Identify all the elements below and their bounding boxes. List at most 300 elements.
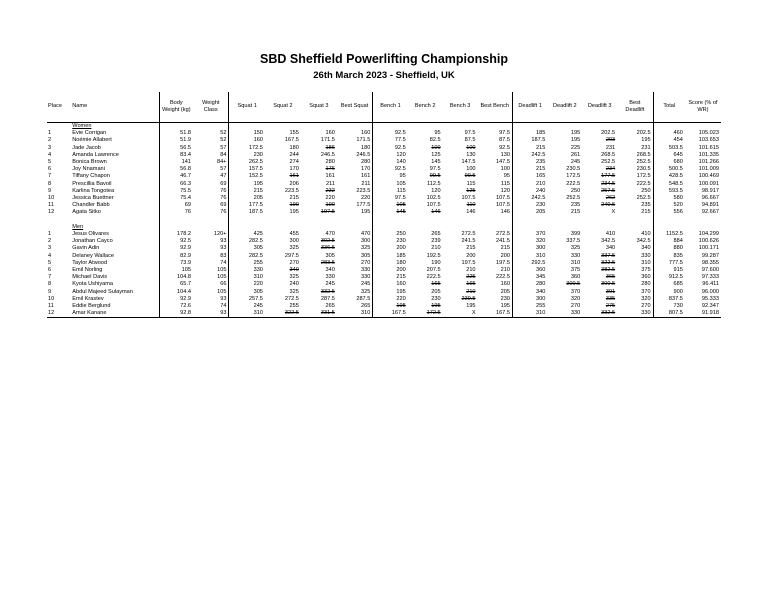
section-spacer xyxy=(47,217,721,224)
cell-d3: 410 xyxy=(605,231,616,238)
page-title: SBD Sheffield Powerlifting Championship xyxy=(260,52,508,66)
cell-b1: 185 xyxy=(396,252,406,259)
cell-total: 807.5 xyxy=(668,310,683,317)
cell-b1: 160 xyxy=(396,281,406,288)
cell-s3: 186 xyxy=(325,144,335,151)
cell-b1: 120 xyxy=(396,151,406,158)
cell-s3: 246.5 xyxy=(320,151,335,158)
cell-score: 101.009 xyxy=(698,166,719,173)
cell-b2: 222.5 xyxy=(426,274,441,281)
cell-total: 503.5 xyxy=(668,144,683,151)
cell-d1: 165 xyxy=(536,173,546,180)
header-score: Score (% of WR) xyxy=(685,92,721,123)
section-label: Men xyxy=(70,224,159,231)
cell-d3: 262 xyxy=(605,195,616,202)
cell-bb: 160 xyxy=(478,281,513,288)
cell-d1: 230 xyxy=(536,202,546,209)
cell-s3: 336.5 xyxy=(320,245,335,252)
cell-d2: 370 xyxy=(570,288,581,295)
cell-s1: 305 xyxy=(253,245,263,252)
cell-s2: 195 xyxy=(289,209,299,216)
cell-s1: 172.5 xyxy=(248,144,263,151)
header-deadlift1: Deadlift 1 xyxy=(512,92,547,123)
cell-bw: 178.2 xyxy=(176,231,191,238)
cell-wc: 120+ xyxy=(193,231,229,238)
header-name: Name xyxy=(70,92,159,123)
cell-b3: 197.5 xyxy=(461,259,476,266)
cell-bw: 82.9 xyxy=(180,252,191,259)
cell-s1: 310 xyxy=(253,274,263,281)
cell-d3: 300.5 xyxy=(601,281,616,288)
cell-place: 5 xyxy=(48,259,52,266)
cell-d3: 234 xyxy=(605,166,616,173)
cell-bd: 320 xyxy=(617,296,653,303)
cell-b3: 87.5 xyxy=(464,137,476,144)
cell-b3: 125 xyxy=(466,187,476,194)
cell-d1: 240 xyxy=(536,187,546,194)
header-squat2: Squat 2 xyxy=(265,92,301,123)
cell-bb: 95 xyxy=(478,173,513,180)
cell-d1: 205 xyxy=(536,209,546,216)
cell-s3: 305 xyxy=(325,252,335,259)
cell-wc: 84 xyxy=(193,152,229,159)
cell-place: 3 xyxy=(48,245,52,252)
cell-b3: 272.5 xyxy=(461,231,476,238)
cell-s3: 265 xyxy=(325,303,335,310)
cell-place: 3 xyxy=(48,144,52,151)
cell-wc: 57 xyxy=(193,166,229,173)
cell-total: 454 xyxy=(673,137,683,144)
cell-bs: 223.5 xyxy=(337,188,373,195)
cell-place: 4 xyxy=(48,151,52,158)
cell-bd: 250 xyxy=(617,188,653,195)
cell-b2: 239 xyxy=(431,238,441,245)
cell-b1: 180 xyxy=(396,259,406,266)
cell-s3: 331.5 xyxy=(320,310,335,317)
cell-score: 95.333 xyxy=(701,295,719,302)
cell-d3: 365 xyxy=(605,274,616,281)
cell-wc: 76 xyxy=(193,195,229,202)
cell-bd: 215 xyxy=(617,209,653,216)
cell-wc: 105 xyxy=(193,289,229,296)
cell-b2: 265 xyxy=(431,231,441,238)
cell-wc: 93 xyxy=(193,238,229,245)
cell-total: 900 xyxy=(673,288,683,295)
cell-wc: 105 xyxy=(193,274,229,281)
cell-b1: 92.5 xyxy=(394,144,406,151)
cell-place: 8 xyxy=(48,281,52,288)
cell-d2: 330 xyxy=(570,252,581,259)
header-best-squat: Best Squat xyxy=(337,92,373,123)
cell-d3: 322.5 xyxy=(601,259,616,266)
cell-bd: 230.5 xyxy=(617,166,653,173)
cell-bd: 340 xyxy=(617,245,653,252)
cell-d3: 268.5 xyxy=(601,151,616,158)
cell-b1: 115 xyxy=(396,187,406,194)
results-table xyxy=(47,92,721,318)
cell-s1: 425 xyxy=(253,231,263,238)
cell-name: Agata Sitko xyxy=(70,209,159,216)
cell-wc: 57 xyxy=(193,145,229,152)
cell-bd: 330 xyxy=(617,253,653,260)
cell-score: 100.171 xyxy=(698,245,719,252)
cell-bs: 220 xyxy=(337,195,373,202)
cell-s1: 255 xyxy=(253,259,263,266)
cell-name: Tiffany Chapon xyxy=(70,173,159,180)
cell-d3: 340 xyxy=(605,245,616,252)
table-row xyxy=(47,209,721,216)
cell-s3: 197.5 xyxy=(320,209,335,216)
cell-s3: 161 xyxy=(325,173,335,180)
cell-s1: 177.5 xyxy=(248,202,263,209)
cell-name: Michael Davis xyxy=(70,274,159,281)
cell-wc: 83 xyxy=(193,253,229,260)
cell-bd: 235 xyxy=(617,202,653,209)
cell-s3: 176 xyxy=(325,166,335,173)
cell-bw: 56.8 xyxy=(180,166,191,173)
cell-total: 777.5 xyxy=(668,259,683,266)
cell-b3: 100 xyxy=(466,166,476,173)
cell-s2: 297.5 xyxy=(284,252,299,259)
cell-d1: 242.5 xyxy=(531,151,546,158)
cell-bb: 147.5 xyxy=(478,159,513,166)
cell-d1: 370 xyxy=(536,231,546,238)
cell-bb: 197.5 xyxy=(478,260,513,267)
header-squat1: Squat 1 xyxy=(229,92,265,123)
cell-bb: 97.5 xyxy=(478,130,513,137)
cell-bw: 69 xyxy=(184,202,191,209)
cell-d2: 330 xyxy=(570,310,581,317)
cell-score: 101.335 xyxy=(698,151,719,158)
cell-s1: 310 xyxy=(253,310,263,317)
cell-score: 100.469 xyxy=(698,173,719,180)
cell-d1: 185 xyxy=(536,130,546,137)
cell-s2: 206 xyxy=(289,180,299,187)
cell-bs: 177.5 xyxy=(337,202,373,209)
cell-b1: 145 xyxy=(396,209,406,216)
cell-place: 2 xyxy=(48,238,52,245)
cell-place: 5 xyxy=(48,159,52,166)
cell-bb: 222.5 xyxy=(478,274,513,281)
cell-score: 99.287 xyxy=(701,252,719,259)
cell-b2: 95 xyxy=(434,130,441,137)
cell-b1: 230 xyxy=(396,238,406,245)
cell-wc: 74 xyxy=(193,260,229,267)
cell-s2: 272.5 xyxy=(284,295,299,302)
cell-name: Amar Kanane xyxy=(70,310,159,318)
cell-bb: 241.5 xyxy=(478,238,513,245)
cell-b2: 195 xyxy=(431,303,441,310)
section-label: Women xyxy=(70,123,159,131)
header-best-deadlift: Best Deadlift xyxy=(617,92,653,123)
cell-s1: 257.5 xyxy=(248,295,263,302)
table-row xyxy=(47,303,721,310)
cell-bs: 325 xyxy=(337,289,373,296)
cell-s2: 325 xyxy=(289,274,299,281)
cell-d3: 257.5 xyxy=(601,187,616,194)
cell-b2: 112.5 xyxy=(427,180,441,187)
cell-b3: 147.5 xyxy=(461,159,476,166)
cell-d1: 300 xyxy=(536,245,546,252)
cell-s1: 230 xyxy=(253,151,263,158)
cell-score: 100.626 xyxy=(698,238,719,245)
cell-bw: 92.9 xyxy=(180,295,191,302)
cell-bw: 73.9 xyxy=(180,259,191,266)
cell-s2: 274 xyxy=(289,159,299,166)
cell-b1: 200 xyxy=(396,267,406,274)
cell-bb: 195 xyxy=(478,303,513,310)
cell-name: Gavin Adin xyxy=(70,245,159,252)
cell-b3: 130 xyxy=(466,151,476,158)
header-deadlift3: Deadlift 3 xyxy=(582,92,617,123)
cell-b1: 97.5 xyxy=(394,195,406,202)
cell-d1: 360 xyxy=(536,267,546,274)
cell-wc: 52 xyxy=(193,130,229,137)
cell-b2: 165 xyxy=(431,281,441,288)
cell-b1: 167.5 xyxy=(391,310,406,317)
cell-d1: 292.5 xyxy=(531,259,546,266)
cell-d2: 399 xyxy=(570,231,581,238)
cell-s2: 215 xyxy=(289,195,299,202)
cell-wc: 47 xyxy=(193,173,229,180)
cell-bs: 245 xyxy=(337,281,373,288)
cell-s1: 215 xyxy=(253,187,263,194)
cell-bw: 105 xyxy=(181,267,191,274)
cell-bb: 107.5 xyxy=(478,202,513,209)
cell-bd: 370 xyxy=(617,289,653,296)
cell-s2: 325 xyxy=(289,245,299,252)
cell-bb: 120 xyxy=(478,188,513,195)
cell-score: 101.615 xyxy=(698,144,719,151)
cell-d3: 342.5 xyxy=(601,238,616,245)
cell-score: 94.891 xyxy=(701,202,719,209)
header-bench3: Bench 3 xyxy=(443,92,478,123)
cell-bd: 222.5 xyxy=(617,181,653,188)
cell-bd: 360 xyxy=(617,274,653,281)
cell-b1: 92.5 xyxy=(394,130,406,137)
cell-b3: 195 xyxy=(466,303,476,310)
cell-wc: 105 xyxy=(193,267,229,274)
cell-b3: 110 xyxy=(466,202,476,209)
cell-bd: 202.5 xyxy=(617,130,653,137)
cell-name: Kyota Ushiyama xyxy=(70,281,159,288)
cell-d1: 215 xyxy=(536,144,546,151)
cell-total: 556 xyxy=(673,209,683,216)
cell-s3: 470 xyxy=(325,231,335,238)
header-deadlift2: Deadlift 2 xyxy=(547,92,582,123)
header-weight-class: Weight Class xyxy=(193,92,229,123)
cell-bb: 215 xyxy=(478,245,513,252)
cell-total: 428.5 xyxy=(668,173,683,180)
cell-bw: 104.8 xyxy=(176,274,191,281)
cell-s3: 245 xyxy=(325,281,335,288)
cell-wc: 93 xyxy=(193,245,229,252)
cell-name: Bonica Brown xyxy=(70,159,159,166)
cell-bb: 146 xyxy=(478,209,513,216)
cell-bs: 195 xyxy=(337,209,373,216)
cell-bw: 104.4 xyxy=(176,288,191,295)
cell-s1: 160 xyxy=(253,137,263,144)
cell-b2: 172.5 xyxy=(426,310,441,317)
cell-s3: 232 xyxy=(325,187,335,194)
cell-s1: 187.5 xyxy=(248,209,263,216)
cell-total: 1152.5 xyxy=(666,231,683,238)
cell-b1: 215 xyxy=(396,274,406,281)
cell-s1: 195 xyxy=(253,180,263,187)
cell-b1: 140 xyxy=(396,159,406,166)
cell-bb: 107.5 xyxy=(478,195,513,202)
cell-bb: 115 xyxy=(478,181,513,188)
cell-name: Joy Nnamani xyxy=(70,166,159,173)
cell-b2: 192.5 xyxy=(426,252,441,259)
cell-wc: 93 xyxy=(193,296,229,303)
cell-bw: 92.5 xyxy=(180,238,191,245)
cell-d3: 240.5 xyxy=(601,202,616,209)
cell-total: 520 xyxy=(673,202,683,209)
cell-b1: 77.5 xyxy=(394,137,406,144)
cell-b2: 205 xyxy=(431,288,441,295)
cell-total: 884 xyxy=(673,238,683,245)
table-row xyxy=(47,130,721,137)
cell-s3: 280 xyxy=(325,159,335,166)
cell-d1: 320 xyxy=(536,238,546,245)
cell-d1: 215 xyxy=(536,166,546,173)
cell-total: 685 xyxy=(673,281,683,288)
cell-total: 680 xyxy=(673,159,683,166)
cell-score: 105.023 xyxy=(698,130,719,137)
cell-place: 12 xyxy=(48,209,55,216)
cell-d1: 242.5 xyxy=(531,195,546,202)
cell-d1: 210 xyxy=(536,180,546,187)
cell-bw: 51.9 xyxy=(180,137,191,144)
cell-b1: 195 xyxy=(396,303,406,310)
cell-d2: 252.5 xyxy=(566,195,581,202)
cell-bs: 330 xyxy=(337,274,373,281)
cell-b1: 220 xyxy=(396,295,406,302)
cell-bd: 268.5 xyxy=(617,152,653,159)
cell-s1: 157.5 xyxy=(248,166,263,173)
table-row xyxy=(47,195,721,202)
cell-name: Karlina Tongotea xyxy=(70,188,159,195)
cell-bs: 160 xyxy=(337,130,373,137)
cell-s1: 305 xyxy=(253,288,263,295)
cell-b2: 190 xyxy=(431,259,441,266)
cell-place: 11 xyxy=(48,202,54,209)
table-row xyxy=(47,152,721,159)
cell-bd: 231 xyxy=(617,145,653,152)
cell-s2: 223.5 xyxy=(284,187,299,194)
cell-d1: 255 xyxy=(536,303,546,310)
cell-place: 7 xyxy=(48,173,52,180)
cell-b2: 100 xyxy=(431,144,441,151)
table-row xyxy=(47,159,721,166)
cell-b3: 210 xyxy=(466,288,476,295)
cell-b1: 95 xyxy=(399,173,406,180)
cell-score: 91.918 xyxy=(701,310,719,317)
cell-wc: 84+ xyxy=(193,159,229,166)
cell-total: 593.5 xyxy=(668,187,683,194)
cell-b1: 200 xyxy=(396,245,406,252)
cell-bs: 270 xyxy=(337,260,373,267)
cell-bw: 141 xyxy=(181,159,191,166)
cell-bs: 330 xyxy=(337,267,373,274)
cell-bw: 75.5 xyxy=(180,187,191,194)
cell-name: Emil Krastev xyxy=(70,296,159,303)
table-row xyxy=(47,145,721,152)
cell-bs: 300 xyxy=(337,238,373,245)
cell-name: Jesus Olivares xyxy=(70,231,159,238)
cell-d1: 235 xyxy=(536,159,546,166)
cell-wc: 66 xyxy=(193,281,229,288)
cell-b2: 99.5 xyxy=(429,173,441,180)
cell-bw: 76 xyxy=(184,209,191,216)
cell-place: 6 xyxy=(48,267,52,274)
header-best-bench: Best Bench xyxy=(478,92,513,123)
cell-d2: 325 xyxy=(570,245,581,252)
cell-place: 12 xyxy=(48,310,55,317)
cell-d3: 335 xyxy=(605,295,616,302)
results-body xyxy=(47,123,721,319)
cell-bw: 65.7 xyxy=(180,281,191,288)
cell-b2: 107.5 xyxy=(426,202,441,209)
cell-d3: 252.5 xyxy=(601,159,616,166)
cell-bw: 83.4 xyxy=(180,151,191,158)
cell-total: 912.5 xyxy=(668,274,683,281)
cell-s3: 287.5 xyxy=(320,295,335,302)
cell-wc: 76 xyxy=(193,188,229,195)
cell-d2: 375 xyxy=(570,267,581,274)
cell-s2: 270 xyxy=(289,259,299,266)
cell-bb: 200 xyxy=(478,253,513,260)
header-total: Total xyxy=(653,92,685,123)
cell-d3: 234.5 xyxy=(601,180,616,187)
cell-d2: 222.5 xyxy=(566,180,581,187)
cell-bb: 167.5 xyxy=(478,310,513,318)
cell-b1: 105 xyxy=(396,180,406,187)
cell-bb: 92.5 xyxy=(478,145,513,152)
cell-b2: 146 xyxy=(431,209,441,216)
table-row xyxy=(47,238,721,245)
cell-d2: 235 xyxy=(570,202,581,209)
table-row xyxy=(47,181,721,188)
cell-b3: 99.5 xyxy=(464,173,476,180)
cell-place: 2 xyxy=(48,137,52,144)
cell-b2: 230 xyxy=(431,295,441,302)
cell-bb: 210 xyxy=(478,267,513,274)
cell-place: 10 xyxy=(48,295,55,302)
cell-b2: 207.5 xyxy=(426,267,441,274)
cell-place: 9 xyxy=(48,288,52,295)
table-row xyxy=(47,245,721,252)
cell-d3: X xyxy=(611,209,616,216)
cell-b3: 210 xyxy=(466,267,476,274)
cell-s3: 302.5 xyxy=(320,238,335,245)
cell-bd: 252.5 xyxy=(617,159,653,166)
cell-wc: 52 xyxy=(193,137,229,144)
table-row xyxy=(47,260,721,267)
cell-bd: 172.5 xyxy=(617,173,653,180)
cell-s2: 180 xyxy=(289,144,299,151)
cell-score: 92.667 xyxy=(701,209,719,216)
cell-bd: 342.5 xyxy=(617,238,653,245)
cell-total: 500.5 xyxy=(668,166,683,173)
cell-d2: 195 xyxy=(570,130,581,137)
cell-score: 98.917 xyxy=(701,187,719,194)
cell-place: 9 xyxy=(48,187,52,194)
cell-b2: 210 xyxy=(431,245,441,252)
header-bench2: Bench 2 xyxy=(408,92,443,123)
cell-d2: 245 xyxy=(570,159,581,166)
